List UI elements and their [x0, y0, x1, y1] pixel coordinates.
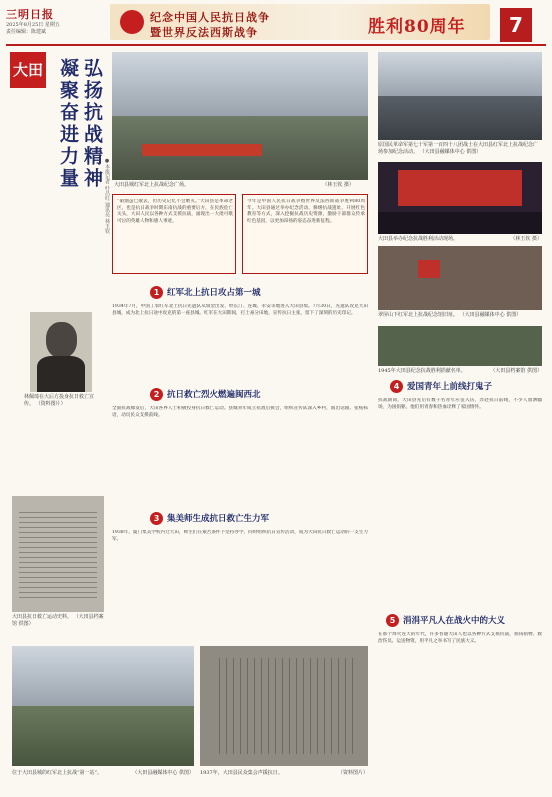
bottom-left-caption	[12, 770, 194, 777]
anniversary-banner	[110, 4, 490, 40]
bottom-left-sky	[12, 646, 194, 706]
museum-caption-credit: （大田县融媒体中心 供图）	[459, 312, 522, 318]
intro-left-text: “硝烟虽已散去，但历史记忆不会磨灭。”大田县是革命老区，也是抗日战争时期东南抗战的重要后方。在民族危亡关头，大田人民以各种方式支援抗战，涌现出一大批可歌可泣的英雄人物和感人事迹。	[117, 199, 233, 224]
section-4-title: 爱国青年上前线打鬼子	[407, 382, 493, 392]
section-1-body: 1934年7月，中国工农红军北上抗日先遣队从瑞金出发，经长汀、连城、永安等地进入大田县境。7月30日，先遣队攻克大田县城，成为北上抗日途中攻克的第一座县城。红军在大田期间，打土豪分田地，宣传抗日主张，留下了深刻的历史印记。	[112, 304, 368, 316]
ceremony-photo	[378, 52, 542, 140]
section-5-body: 在那个烽火连天的年代，许多普通大田人也以各种方式支援抗战，捐钱捐物、救治伤员、运送物资，用平凡之举书写了民族大义。	[378, 632, 542, 644]
section-4-body: 抗战期间，大田县先后有数千名青年应征入伍，奔赴抗日前线，不少人血洒疆场，为国捐躯。他们用青春和热血诠释了家国情怀。	[378, 398, 542, 410]
portrait-caption	[24, 394, 98, 408]
stage-backdrop	[398, 170, 522, 206]
banner-line-1: 纪念中国人民抗日战争	[150, 11, 270, 24]
memorial-caption-credit: （林玉钦 摄）	[322, 182, 354, 188]
memorial-sign	[142, 144, 262, 156]
bottom-left-ground	[12, 706, 194, 766]
section-2-heading	[150, 388, 261, 401]
section-2-number: 2	[150, 388, 163, 401]
document-lines	[19, 508, 96, 601]
section-5-number: 5	[386, 614, 399, 627]
portrait-caption-credit: （资料图片）	[35, 401, 66, 407]
section-1-heading	[150, 286, 261, 299]
intro-box-left	[112, 194, 236, 274]
page-number: 7	[500, 8, 532, 42]
section-2-title: 抗日救亡烈火燃遍闽西北	[167, 390, 261, 400]
portrait-photo	[30, 312, 92, 392]
stage-caption-text: 大田县举办纪念抗战胜利活动现场。	[378, 236, 459, 242]
ceremony-sky	[378, 52, 542, 96]
section-3-title: 集美师生成抗日救亡生力军	[167, 514, 270, 524]
banner-line-2: 暨世界反法西斯战争	[150, 26, 258, 39]
section-3-number: 3	[150, 512, 163, 525]
memorial-square-photo	[112, 52, 368, 180]
memorial-caption	[114, 182, 354, 189]
region-tag: 大田	[10, 52, 46, 88]
bottom-left-photo	[12, 646, 194, 766]
exhibit-caption-credit: （大田县档案馆 供图）	[490, 368, 542, 374]
photo-sky	[112, 52, 368, 116]
date-line	[6, 22, 96, 36]
editor-text: 责任编辑：陈建斌	[6, 29, 47, 35]
section-3-heading	[150, 512, 269, 525]
memorial-caption-text: 大田县城红军北上抗战纪念广场。	[114, 182, 190, 188]
headline-line-1: 弘扬抗战精神	[81, 58, 103, 190]
intro-box-right	[242, 194, 368, 274]
section-4-number: 4	[390, 380, 403, 393]
museum-caption-text: 翠屏山下红军北上抗战纪念馆旧址。	[378, 312, 459, 318]
bottom-left-caption-text: 位于大田县城的红军北上抗战“第一站”。	[12, 770, 103, 776]
section-2-body: 全面抗战爆发后，大田各界人士积极投身抗日救亡运动。县城青年成立抗敌后援会，组织宣传队深入乡村，演出话剧、张贴标语，动员民众支援前线。	[112, 406, 368, 418]
emblem-icon	[120, 10, 144, 34]
bottom-mid-caption-credit: （资料图片）	[337, 770, 368, 776]
ceremony-ground	[378, 96, 542, 140]
ceremony-caption-credit: （大田县融媒体中心 供图）	[419, 149, 482, 155]
byline: ●本报记者 叶昌红 通讯员 林玉钦	[104, 158, 110, 234]
document-caption	[12, 614, 104, 628]
masthead: 三明日报	[6, 8, 54, 21]
stage-audience	[378, 212, 542, 234]
bottom-left-caption-credit: （大田县融媒体中心 供图）	[132, 770, 194, 776]
stage-caption-credit: （林玉钦 摄）	[510, 236, 542, 242]
portrait-caption-text: 林佩琦在大后方投身抗日救亡宣传。	[24, 394, 95, 407]
portrait-body	[37, 356, 84, 392]
section-5-heading	[386, 614, 505, 627]
bottom-mid-lines	[213, 658, 354, 754]
section-3-body: 1938年，厦门集美学校内迁大田，师生们在艰苦条件下坚持办学，同时组织抗日宣传活动，成为大田抗日救亡运动的一支生力军。	[112, 530, 368, 542]
document-caption-credit: （大田县档案馆 供图）	[12, 614, 104, 627]
ceremony-caption-text: 原国民革命军第七十军第一百四十八团战士在大田县红军北上抗战纪念广场参加纪念活动。	[378, 142, 539, 155]
stage-caption	[378, 236, 542, 243]
exhibit-caption	[378, 368, 542, 375]
museum-photo	[378, 246, 542, 310]
section-1-number: 1	[150, 286, 163, 299]
banner-anniversary: 胜利80周年	[368, 17, 466, 37]
section-1-title: 红军北上抗日攻占第一城	[167, 288, 261, 298]
headline-line-2: 凝聚奋进力量	[57, 58, 79, 190]
header-rule	[6, 44, 546, 46]
museum-caption	[378, 312, 542, 319]
bottom-mid-caption-text: 1937年，大田县民众集会声援抗日。	[200, 770, 283, 776]
intro-right-text: 今年是中国人民抗日战争暨世界反法西斯战争胜利80周年。大田县通过举办纪念活动、修缮抗战遗址、开展红色教育等方式，深入挖掘抗战历史资源，激励干部群众传承红色基因，以更加昂扬的姿态奋进新征程。	[247, 199, 365, 224]
date-text: 2025年8月25日 星期五	[6, 22, 60, 28]
museum-flag	[418, 260, 440, 278]
document-photo	[12, 496, 104, 612]
section-4-heading	[390, 380, 492, 393]
stage-photo	[378, 162, 542, 234]
portrait-face	[46, 322, 77, 358]
bottom-mid-photo	[200, 646, 368, 766]
section-5-title: 涓涓平凡人在战火中的大义	[403, 616, 506, 626]
exhibit-photo	[378, 326, 542, 366]
bottom-mid-caption	[200, 770, 368, 777]
exhibit-caption-text: 1945年大田县纪念抗战胜利捐献名单。	[378, 368, 466, 374]
headline	[56, 58, 104, 328]
document-caption-text: 大田县抗日救亡运动史料。	[12, 614, 73, 620]
ceremony-caption	[378, 142, 542, 156]
